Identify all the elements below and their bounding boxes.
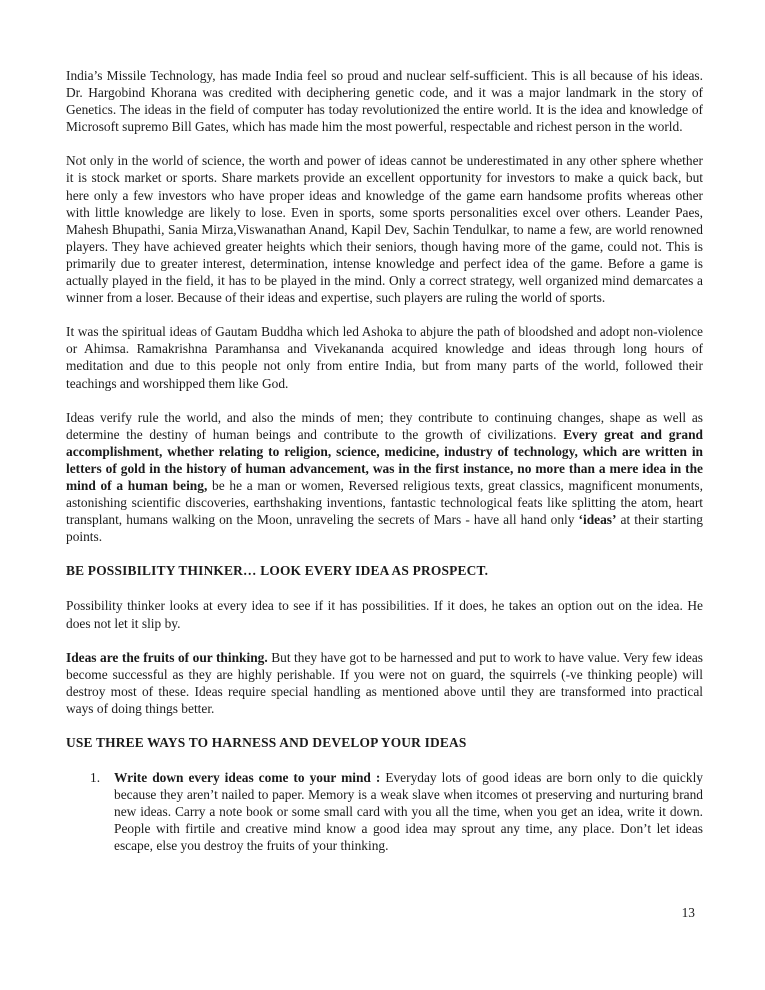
bold-text-run: Write down every ideas come to your mind :	[114, 770, 386, 786]
paragraph	[66, 597, 703, 631]
text-run: India’s Missile Technology, has made India feel so proud and nuclear self-sufficient. This is all because of his ideas. Dr. Hargobind Khorana was credited with deciphering genetic code, and it was a major landmark in the story of Genetics. The ideas in the field of computer has today revolutionized the entire world. It is the idea and knowledge of Microsoft supremo Bill Gates, which has made him the most powerful, respectable and richest person in the world.	[66, 68, 703, 135]
text-run: Everyday lots of good ideas are born only to die quickly because they aren’t nailed to paper. Memory is a weak slave when itcomes ot preserving and nurturing brand new ideas. Carry a note book or some small card with you all the time, when you get an idea, write it down. People with firtile and creative mind know a good idea may sprout any time, any place. Don’t let ideas escape, else you destroy the fruits of your thinking.	[114, 770, 703, 854]
document-body	[66, 67, 703, 872]
paragraph	[66, 649, 703, 717]
page-number: 13	[681, 905, 695, 920]
paragraph	[66, 152, 703, 306]
list-item-text	[114, 769, 703, 854]
bold-text-run: USE THREE WAYS TO HARNESS AND DEVELOP YOUR IDEAS	[66, 735, 467, 750]
bold-text-run: ‘ideas’	[578, 512, 617, 528]
bold-text-run: Every great and grand accomplishment, whether relating to religion, science, medicine, industry of technology, which are written in letters of gold in the history of human advancement, was in the first instance, no more than a mere idea in the mind of a human being,	[66, 426, 703, 493]
text-run: But they have got to be harnessed and put to work to have value. Very few ideas become successful as they are highly perishable. If you were not on guard, the squirrels (-ve thinking people) will destroy most of these. Ideas require special handling as mentioned above until they are transformed into practical ways of doing things better.	[66, 649, 703, 716]
bold-text-run: Ideas are the fruits of our thinking.	[66, 649, 268, 665]
section-heading	[66, 562, 703, 579]
text-run: It was the spiritual ideas of Gautam Buddha which led Ashoka to abjure the path of bloodshed and adopt non-violence or Ahimsa. Ramakrishna Paramhansa and Vivekananda acquired knowledge and ideas through long hours of meditation and due to this people not only from entire India, but from many parts of the world, followed their teachings and worshipped them like God.	[66, 324, 703, 391]
bold-text-run: BE POSSIBILITY THINKER… LOOK EVERY IDEA AS PROSPECT.	[66, 563, 489, 579]
text-run: at their starting points.	[66, 512, 703, 545]
text-run: Not only in the world of science, the worth and power of ideas cannot be underestimated in any other sphere whether it is stock market or sports. Share markets provide an excellent opportunity for investors to make a quick back, but here only a few investors who have proper ideas and knowledge of the game earn handsome profits whereas other with little knowledge are likely to lose. Even in sports, some sports personalities excel over others. Leander Paes, Mahesh Bhupathi, Sania Mirza,Viswanathan Anand, Kapil Dev, Sachin Tendulkar, to name a few, are world renowned players. They have achieved greater heights which their seniors, though having more of the game, could not. This is primarily due to greater interest, determination, intense knowledge and perfect idea of the game. Before a game is actually played in the field, it has to be played in the mind. Only a correct strategy, well organized mind demarcates a winner from a loser. Because of their ideas and expertise, such players are ruling the world of sports.	[66, 153, 703, 306]
text-run: Possibility thinker looks at every idea to see if it has possibilities. If it does, he takes an option out on the idea. He does not let it slip by.	[66, 598, 703, 631]
paragraph	[66, 323, 703, 391]
list-item	[66, 769, 703, 854]
section-heading	[66, 734, 703, 751]
paragraph	[66, 67, 703, 135]
list-item-number: 1.	[90, 770, 101, 786]
text-run: Ideas verify rule the world, and also the minds of men; they contribute to continuing changes, shape as well as determine the destiny of human beings and contribute to the growth of civilizations.	[66, 409, 703, 442]
text-run: be he a man or women, Reversed religious texts, great classics, magnificent monuments, astonishing scientific discoveries, earthshaking inventions, fantastic technological feats like splitting the atom, heart transplant, humans walking on the Moon, unraveling the secrets of Mars - have all hand only	[66, 477, 703, 528]
paragraph	[66, 409, 703, 546]
